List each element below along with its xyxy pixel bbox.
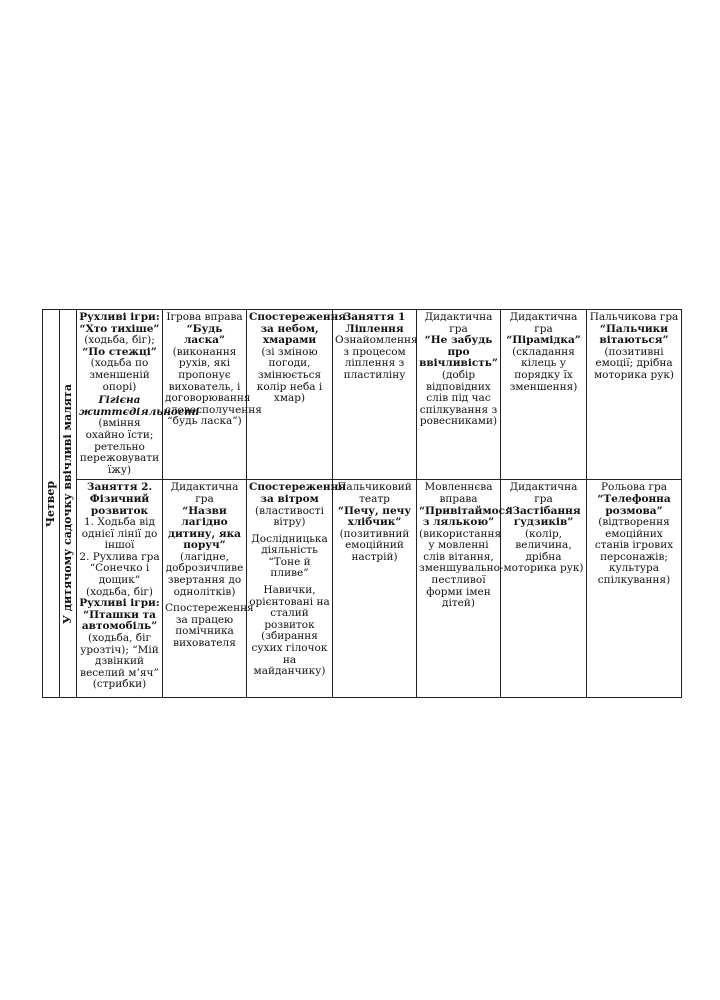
cell-text: Пальчиковий театр — [337, 481, 412, 505]
cell-text: “По стежці” — [82, 345, 157, 358]
activity-cell — [77, 480, 163, 698]
cell-text: 2. Рухлива гра “Сонечко і дощик” — [79, 550, 160, 587]
table-row — [43, 310, 682, 480]
cell-text: Рольова гра — [600, 481, 668, 494]
cell-text: Рухливі ігри: — [79, 311, 160, 323]
cell-text: (складання кілець у порядку їх зменшення) — [509, 345, 578, 393]
subheading-label: У дитячому садочку ввічливі малята — [61, 383, 74, 624]
cell-text: (позитивний емоційний настрій) — [339, 527, 410, 563]
activity-cell — [587, 310, 682, 480]
activity-cell — [247, 480, 347, 698]
cell-text: (збирання сухих гілочок на майданчику) — [251, 630, 328, 678]
activity-cell — [417, 310, 501, 480]
cell-text: (ходьба, біг) — [85, 585, 154, 598]
cell-text: (відтворення емоційних станів ігрових персонажів; культура спілкування) — [594, 516, 674, 587]
day-label: Четвер — [44, 480, 57, 527]
cell-text: Дидактична гра — [424, 311, 493, 335]
cell-text: Мовленнєва вправа — [424, 481, 493, 505]
cell-text: (вміння охайно їсти; ретельно пережовувати їжу) — [79, 417, 160, 476]
cell-text: (використання у мовленні слів вітання, зменшувально-пестливої форми імен дітей) — [419, 527, 504, 610]
activity-cell — [163, 480, 254, 698]
cell-text: Спостереження за вітром — [249, 481, 347, 505]
cell-text: 1. Ходьба від однієї лінії до іншої — [81, 516, 158, 552]
cell-text: (позитивні емоції; дрібна моторика рук) — [593, 345, 675, 381]
cell-text: Ліплення — [345, 322, 404, 335]
weekly-plan-table — [42, 309, 682, 698]
cell-text: Ігрова вправа — [166, 311, 243, 323]
cell-text: (стрибки) — [92, 678, 147, 691]
cell-text: (зі зміною погоди, змінюється колір неба і хмар) — [256, 345, 323, 405]
cell-text: Заняття 1 — [343, 311, 406, 323]
cell-text: (колір, величина, дрібна моторика рук) — [503, 527, 584, 575]
activity-cell — [163, 310, 262, 480]
cell-text: Навички, орієнтовані на сталий розвиток — [249, 584, 330, 631]
cell-text: (ходьба, біг урозтіч); “Мій дзвінкий веселий м’яч” — [80, 632, 159, 679]
cell-text: Заняття 2. Фізичний розвиток — [86, 481, 153, 517]
cell-text: Спостереження за працею помічника вихователя — [165, 602, 254, 650]
cell-text: Спостереження за небом, хмарами — [249, 311, 347, 347]
activity-cell — [247, 310, 347, 480]
day-cell — [43, 310, 60, 698]
cell-text: Дидактична гра — [509, 311, 578, 335]
cell-text: (лагідне, доброзичливе звертання до однолітків) — [165, 550, 244, 598]
cell-text: “Печу, печу хлібчик” — [337, 504, 412, 529]
cell-text: “Пташки та автомобіль” — [81, 608, 158, 633]
cell-text: Дидактична гра — [509, 481, 578, 505]
activity-cell — [587, 480, 682, 698]
cell-text: (ходьба по зменшеній опорі) — [89, 357, 150, 393]
cell-text: “Не забудь про ввічливість” — [419, 334, 498, 370]
activity-cell — [417, 480, 513, 698]
activity-cell — [501, 480, 587, 698]
cell-text: “Застібання ґудзиків” — [506, 504, 581, 529]
cell-text: Ознайомлення з процесом ліплення з пластиліну — [335, 334, 418, 381]
cell-text: “Привітаймося з лялькою” — [419, 504, 513, 529]
subheading-cell — [60, 310, 77, 698]
cell-text: “Пірамідка” — [506, 334, 581, 347]
table-row — [43, 480, 682, 698]
cell-text: (властивості вітру) — [255, 504, 324, 529]
cell-text: Дидактична гра — [170, 481, 239, 505]
cell-text: “Будь ласка” — [183, 322, 226, 347]
cell-text: Рухливі ігри: — [79, 597, 160, 610]
cell-text: (виконання рухів, які пропонує вихователь, і договорювання словосполучення “будь ласка”) — [165, 345, 262, 428]
cell-text: (добір відповідних слів під час спілкування з ровесниками) — [419, 368, 498, 428]
cell-text: “Хто тихіше” — [79, 322, 160, 335]
activity-cell — [333, 310, 417, 480]
activity-cell — [333, 480, 417, 698]
cell-text: “Пальчики вітаються” — [599, 322, 669, 347]
cell-text: “Телефонна розмова” — [597, 492, 671, 517]
activity-cell — [501, 310, 587, 480]
cell-text: Пальчикова гра — [589, 311, 679, 323]
cell-text: (ходьба, біг); — [84, 334, 155, 347]
cell-text: Дослідницька діяльність “Тоне й пливе” — [251, 532, 328, 580]
cell-text: “Назви лагідно дитину, яка поруч” — [168, 504, 241, 552]
activity-cell — [77, 310, 200, 480]
cell-text: Гігієна життєдіяльності — [79, 394, 200, 418]
